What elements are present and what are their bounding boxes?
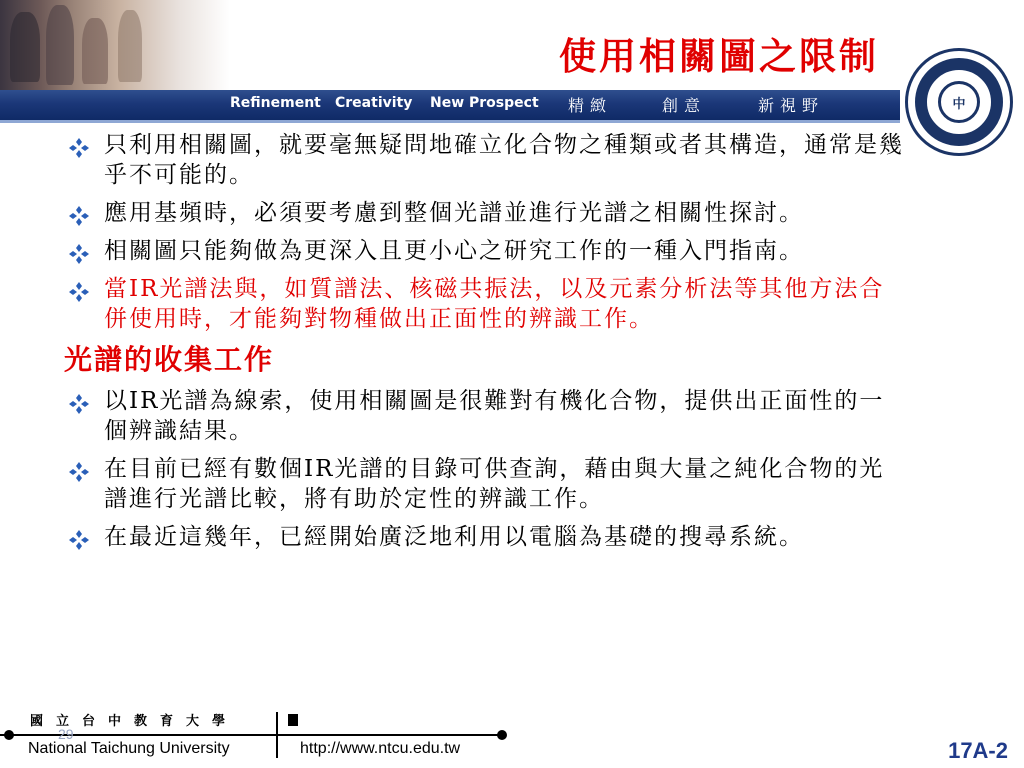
diamond-bullet-icon bbox=[68, 243, 90, 265]
university-seal-logo bbox=[905, 48, 1013, 156]
bullet-group-2 bbox=[64, 386, 904, 552]
diamond-bullet-icon bbox=[68, 281, 90, 303]
slide-id: 17A-2 bbox=[948, 738, 1008, 763]
footer-dot-icon bbox=[497, 730, 507, 740]
footer-vertical-divider bbox=[276, 712, 278, 758]
slogan-zh-new-prospect: 新視野 bbox=[758, 96, 825, 115]
bullet-group-1 bbox=[64, 130, 904, 334]
section-heading: 光譜的收集工作 bbox=[64, 343, 275, 376]
slogan-zh-refinement: 精緻 bbox=[568, 96, 613, 115]
slogan-zh-creativity: 創意 bbox=[662, 96, 707, 115]
diamond-bullet-icon bbox=[68, 393, 90, 415]
bullet-item bbox=[64, 274, 904, 334]
bullet-text: 以IR光譜為線索，使用相關圖是很難對有機化合物，提供出正面性的一個辨識結果。 bbox=[104, 388, 885, 444]
footer-university-cn: 國立台中教育大學 bbox=[30, 714, 239, 729]
footer-square-icon bbox=[288, 714, 298, 726]
bullet-item bbox=[64, 454, 904, 514]
slogan-new-prospect: New Prospect bbox=[430, 95, 539, 111]
bullet-text: 在最近這幾年，已經開始廣泛地利用以電腦為基礎的搜尋系統。 bbox=[104, 524, 804, 550]
slide-footer bbox=[0, 700, 1024, 768]
diamond-bullet-icon bbox=[68, 461, 90, 483]
slogan-creativity: Creativity bbox=[335, 95, 413, 111]
slogan-refinement: Refinement bbox=[230, 95, 321, 111]
footer-divider bbox=[0, 734, 505, 736]
bullet-item bbox=[64, 522, 904, 552]
diamond-bullet-icon bbox=[68, 529, 90, 551]
bullet-text: 相關圖只能夠做為更深入且更小心之研究工作的一種入門指南。 bbox=[104, 238, 804, 264]
slide-header bbox=[0, 0, 1024, 125]
page-number: 29 bbox=[58, 726, 74, 742]
bullet-text: 應用基頻時，必須要考慮到整個光譜並進行光譜之相關性探討。 bbox=[104, 200, 804, 226]
bullet-item bbox=[64, 198, 904, 228]
bullet-item bbox=[64, 386, 904, 446]
slide-title: 使用相關圖之限制 bbox=[559, 34, 879, 78]
footer-url-link[interactable]: http://www.ntcu.edu.tw bbox=[300, 740, 461, 757]
bullet-text: 在目前已經有數個IR光譜的目錄可供查詢，藉由與大量之純化合物的光譜進行光譜比較，將有助於定性的辨識工作。 bbox=[104, 456, 885, 512]
seal-core: 中 bbox=[938, 81, 980, 123]
bullet-text: 只利用相關圖，就要毫無疑問地確立化合物之種類或者其構造，通常是幾乎不可能的。 bbox=[104, 132, 904, 188]
diamond-bullet-icon bbox=[68, 205, 90, 227]
slide-content bbox=[64, 130, 904, 560]
slogan-band bbox=[0, 90, 900, 123]
bullet-text: 當IR光譜法與，如質譜法、核磁共振法，以及元素分析法等其他方法合併使用時，才能夠對物種做出正面性的辨識工作。 bbox=[104, 276, 885, 332]
footer-dot-icon bbox=[4, 730, 14, 740]
header-photo bbox=[0, 0, 230, 90]
diamond-bullet-icon bbox=[68, 137, 90, 159]
footer-university-en: National Taichung University bbox=[28, 740, 230, 757]
bullet-item bbox=[64, 236, 904, 266]
bullet-item bbox=[64, 130, 904, 190]
